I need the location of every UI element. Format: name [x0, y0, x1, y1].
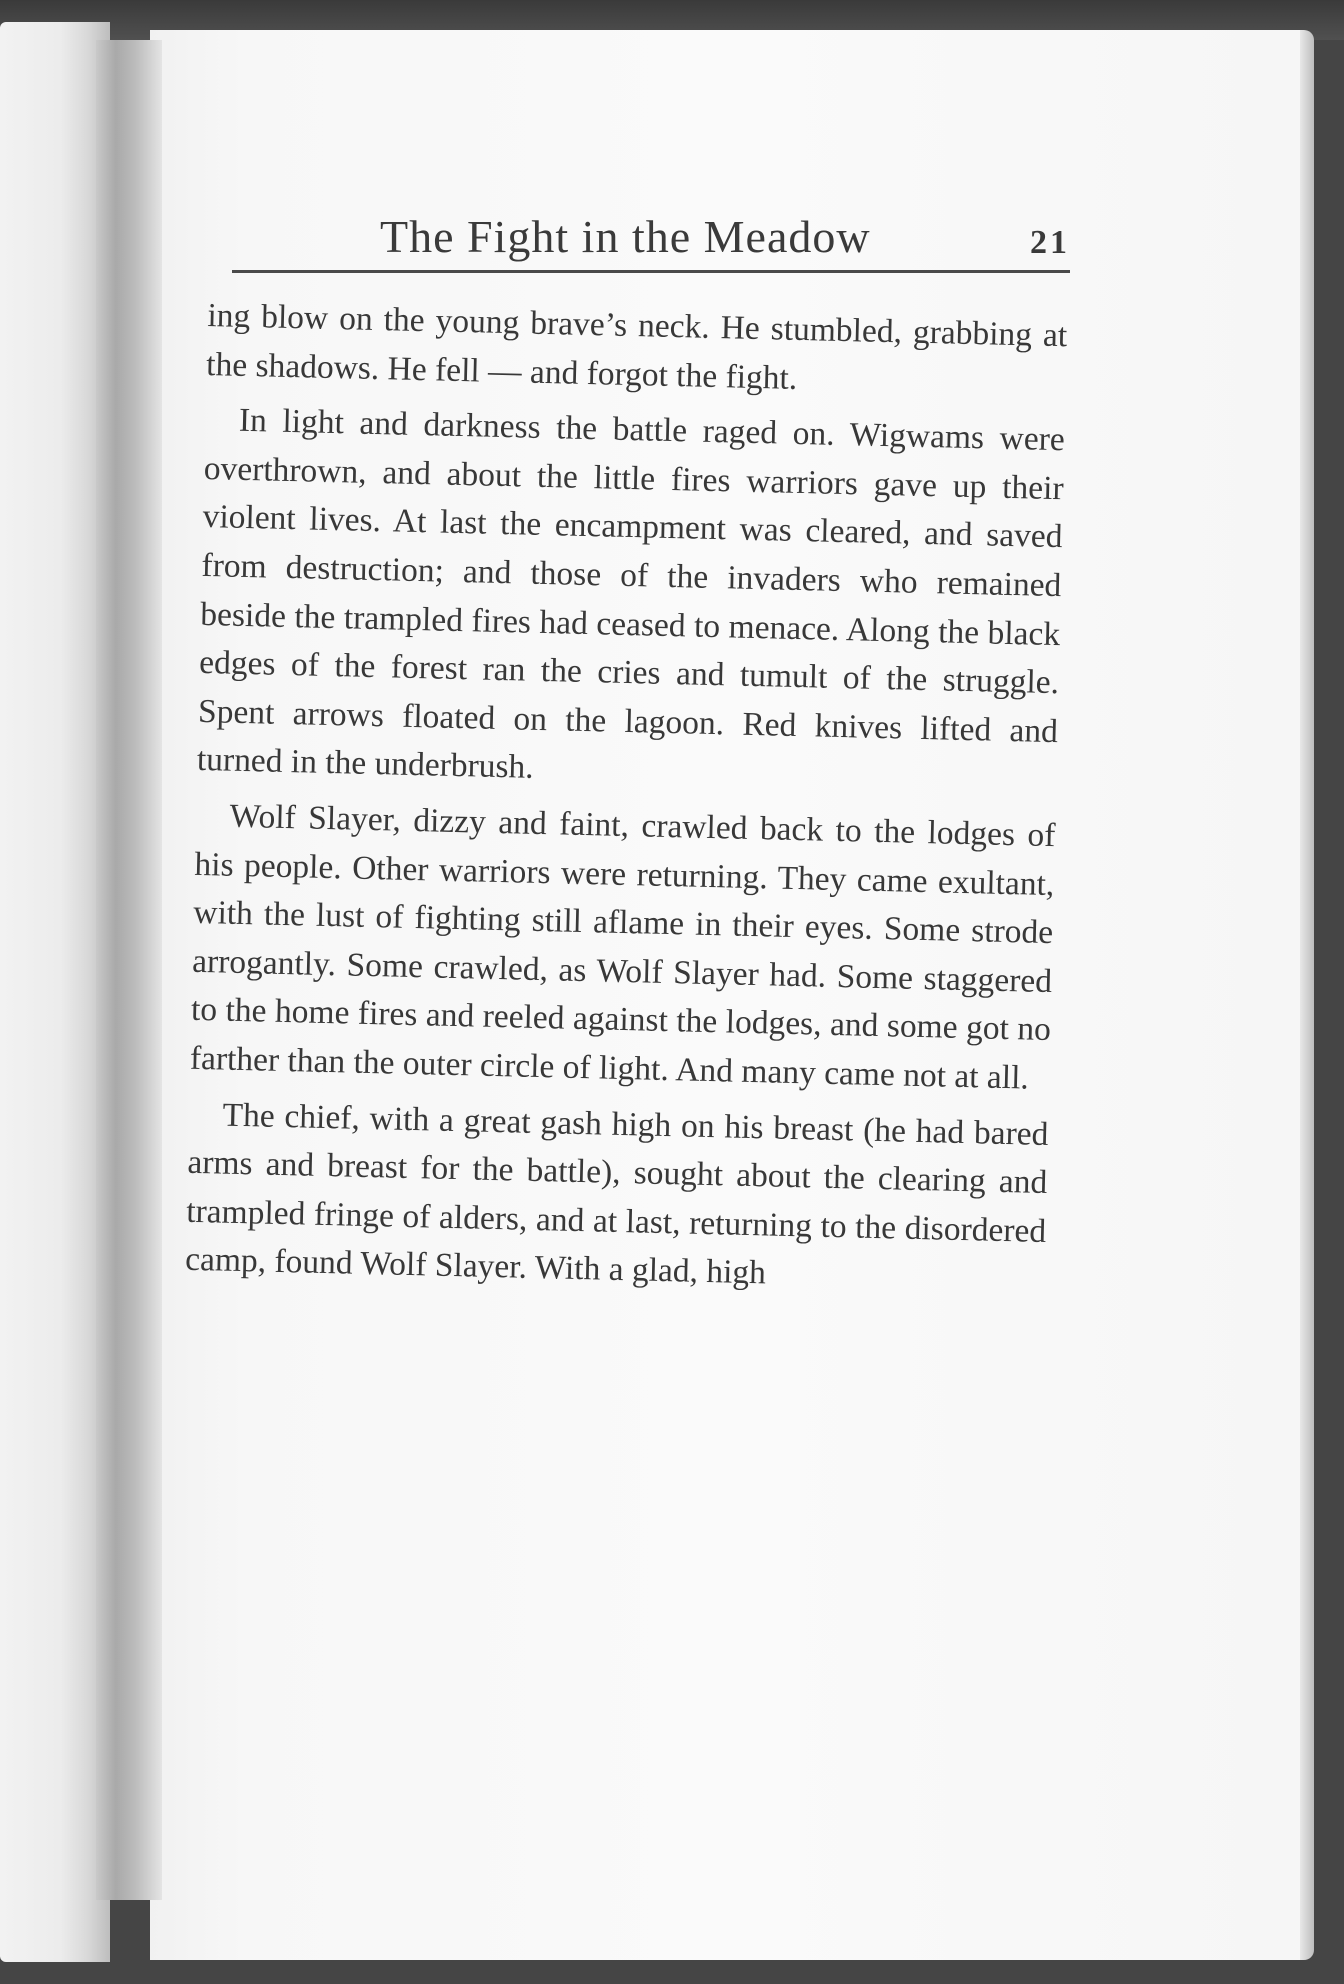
paragraph: In light and darkness the battle raged on. Wigwams were overthrown, and about the little fires warriors gave up their violent lives. At last the encampment was cleared, and saved from destruction; and those of the invaders who remained beside the trampled fires had ceased to menace. Along the black edges of the forest ran the cries and tumult of the struggle. Spent arrows floated on the lagoon. Red knives lifted and turned in the underbrush.: [196, 401, 1066, 787]
facing-page-edge: [0, 22, 110, 1962]
page-number: 21: [1030, 224, 1070, 261]
running-head: The Fight in the Meadow: [380, 211, 871, 262]
page-edge-shadow: [1300, 30, 1314, 1960]
paragraph: ing blow on the young brave’s neck. He stumbled, grabbing at the shadows. He fell — and forgot the fight.: [205, 296, 1068, 397]
body-text: [185, 292, 1068, 1305]
header-rule: [232, 270, 1070, 273]
paragraph: The chief, with a great gash high on his breast (he had bared arms and breast for the battle), sought about the clearing and trampled fringe of alders, and at last, returning to the disordered camp, found Wolf Slayer. With a glad, high: [184, 1096, 1049, 1292]
book-gutter: [96, 40, 162, 1900]
paragraph: Wolf Slayer, dizzy and faint, crawled back to the lodges of his people. Other warriors were returning. They came exultant, with the lust of fighting still aflame in their eyes. Some strode arrogantly. Some crawled, as Wolf Slayer had. Some staggered to the home fires and reeled against the lodges, and some got no farther than the outer circle of light. And many came not at all.: [189, 797, 1056, 1097]
page-header: [232, 210, 1070, 270]
